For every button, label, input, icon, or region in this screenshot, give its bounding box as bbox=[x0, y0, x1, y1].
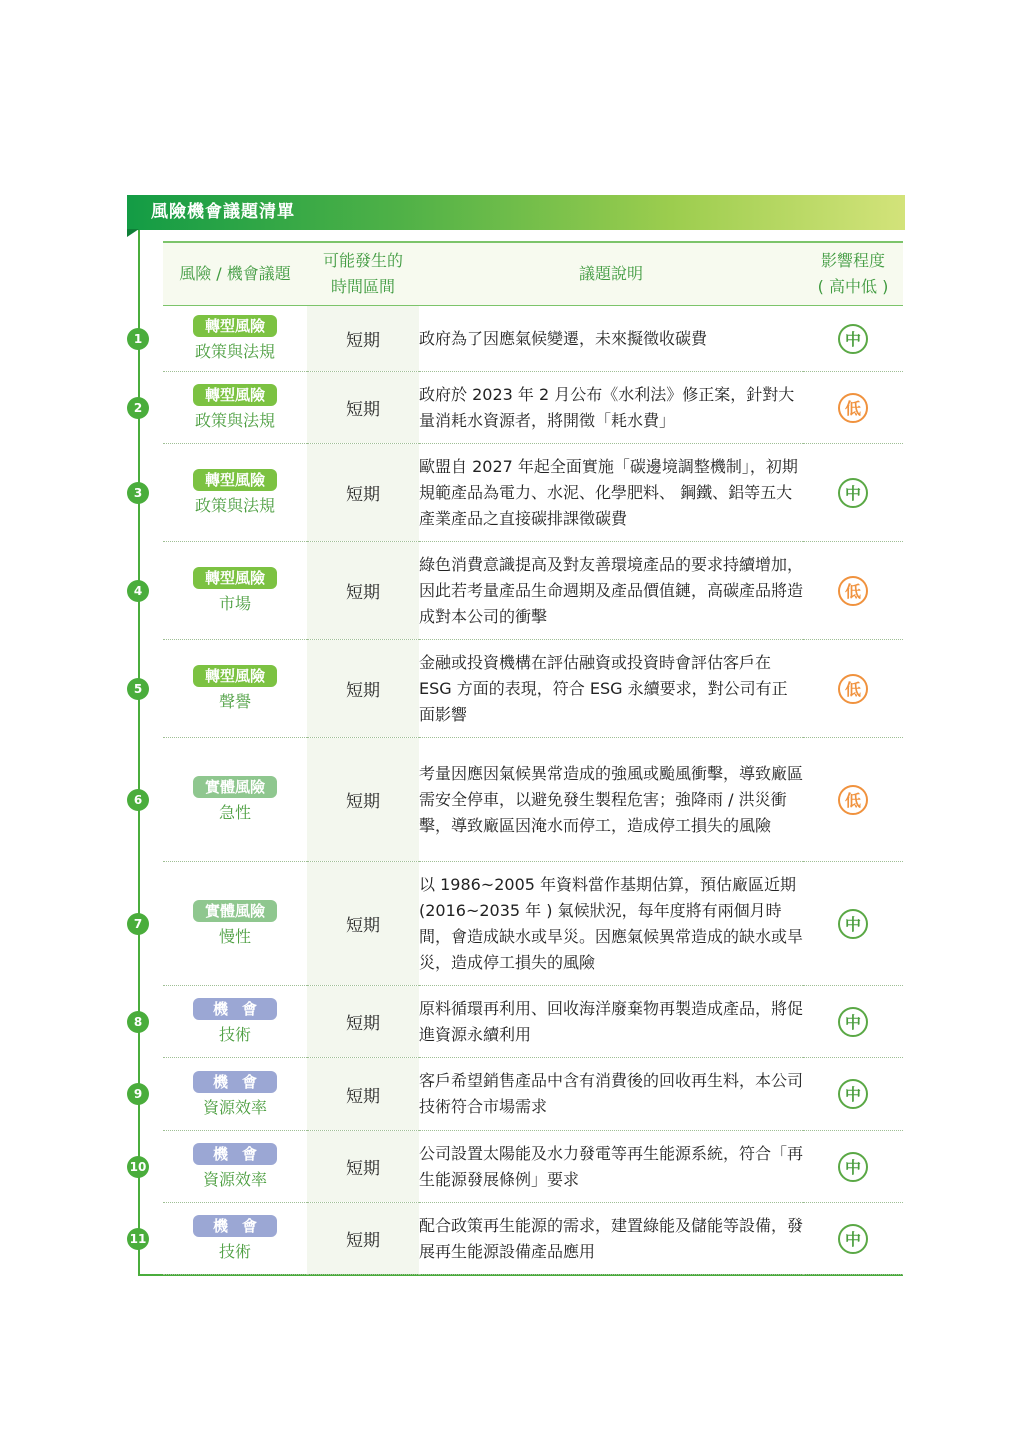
description-text: 客戶希望銷售產品中含有消費後的回收再生料，本公司技術符合市場需求 bbox=[419, 1071, 804, 1116]
period-cell bbox=[307, 1058, 419, 1131]
topic-cell bbox=[129, 1203, 307, 1275]
category-badge: 實體風險 bbox=[193, 900, 277, 922]
impact-cell bbox=[803, 1058, 903, 1131]
period-value: 短期 bbox=[346, 400, 380, 420]
impact-cell bbox=[803, 1131, 903, 1203]
subcategory-label: 政策與法規 bbox=[194, 496, 275, 515]
subcategory-label: 聲譽 bbox=[218, 692, 251, 711]
impact-level-badge: 中 bbox=[838, 1079, 868, 1109]
timeline-line bbox=[138, 230, 140, 1276]
category-badge: 實體風險 bbox=[193, 776, 277, 798]
period-cell bbox=[307, 542, 419, 640]
period-cell bbox=[307, 862, 419, 986]
description-cell bbox=[419, 1131, 803, 1203]
table-row bbox=[163, 640, 903, 738]
description-text: 金融或投資機構在評估融資或投資時會評估客戶在 ESG 方面的表現，符合 ESG 永續要求，對公司有正面影響 bbox=[419, 652, 788, 724]
impact-level-badge: 中 bbox=[838, 324, 868, 354]
table-row bbox=[163, 1131, 903, 1203]
period-value: 短期 bbox=[346, 1086, 380, 1107]
section-title-bar bbox=[127, 195, 905, 230]
impact-cell bbox=[803, 1203, 903, 1275]
impact-cell bbox=[803, 862, 903, 986]
description-text: 配合政策再生能源的需求，建置綠能及儲能等設備，發展再生能源設備產品應用 bbox=[419, 1215, 804, 1261]
topic-cell bbox=[129, 1131, 307, 1203]
subcategory-label: 資源效率 bbox=[202, 1097, 267, 1117]
subcategory-label: 資源效率 bbox=[202, 1170, 267, 1189]
description-text: 以 1986~2005 年資料當作基期估算，預估廠區近期 (2016~2035 年 ) 氣候狀況，每年度將有兩個月時間，會造成缺水或旱災。因應氣候異常造成的缺水或旱災，造成停工損失的風險 bbox=[419, 874, 804, 972]
category-badge: 轉型風險 bbox=[193, 315, 277, 337]
table-row bbox=[163, 986, 903, 1058]
description-cell bbox=[419, 640, 803, 738]
description-text: 綠色消費意識提高及對友善環境產品的要求持續增加，因此若考量產品生命週期及產品價值鏈，高碳產品將造成對本公司的衝擊 bbox=[419, 554, 804, 626]
table-row bbox=[163, 738, 903, 862]
impact-cell bbox=[803, 306, 903, 372]
topic-cell bbox=[133, 444, 307, 542]
impact-cell bbox=[803, 542, 903, 640]
period-value: 短期 bbox=[346, 1159, 380, 1179]
row-number-badge: 8 bbox=[127, 1011, 149, 1033]
description-text: 歐盟自 2027 年起全面實施「碳邊境調整機制」，初期規範產品為電力、水泥、化學肥料、 鋼鐵、鋁等五大產業產品之直接碳排課徵碳費 bbox=[419, 456, 798, 528]
category-badge: 轉型風險 bbox=[193, 665, 277, 687]
subcategory-label: 急性 bbox=[218, 803, 251, 822]
table-row bbox=[163, 1203, 903, 1275]
period-cell bbox=[307, 444, 419, 542]
description-cell bbox=[419, 444, 803, 542]
impact-cell bbox=[803, 640, 903, 738]
description-cell bbox=[419, 542, 803, 640]
row-number-badge: 5 bbox=[127, 678, 149, 700]
impact-cell bbox=[803, 372, 903, 444]
period-cell bbox=[307, 306, 419, 372]
subcategory-label: 技術 bbox=[218, 1025, 251, 1044]
subcategory-label: 市場 bbox=[218, 594, 251, 613]
topic-cell bbox=[133, 640, 307, 738]
header-period: 可能發生的 時間區間 bbox=[307, 242, 419, 306]
period-cell bbox=[307, 1203, 419, 1275]
description-text: 政府為了因應氣候變遷，未來擬徵收碳費 bbox=[419, 328, 708, 348]
impact-level-badge: 低 bbox=[838, 393, 868, 423]
section-title: 風險機會議題清單 bbox=[151, 202, 295, 222]
topic-cell bbox=[133, 372, 307, 444]
impact-level-badge: 低 bbox=[838, 674, 868, 704]
description-cell bbox=[419, 1203, 803, 1275]
impact-level-badge: 中 bbox=[838, 1152, 868, 1182]
impact-level-badge: 中 bbox=[838, 1224, 868, 1254]
table-row bbox=[163, 542, 903, 640]
period-cell bbox=[307, 1131, 419, 1203]
row-number-badge: 6 bbox=[127, 789, 149, 811]
impact-level-badge: 中 bbox=[838, 478, 868, 508]
row-number-badge: 1 bbox=[127, 328, 149, 350]
description-text: 考量因應因氣候異常造成的強風或颱風衝擊，導致廠區需安全停車，以避免發生製程危害；強降雨 / 洪災衝擊，導致廠區因淹水而停工，造成停工損失的風險 bbox=[419, 763, 804, 835]
risk-opportunity-table bbox=[129, 241, 903, 1275]
period-value: 短期 bbox=[346, 331, 380, 351]
description-text: 原料循環再利用、回收海洋廢棄物再製造成產品，將促進資源永續利用 bbox=[419, 998, 804, 1044]
description-cell bbox=[419, 372, 803, 444]
period-value: 短期 bbox=[346, 1231, 380, 1251]
description-cell bbox=[419, 306, 803, 372]
impact-cell bbox=[803, 444, 903, 542]
category-badge: 機會 bbox=[193, 1071, 277, 1093]
impact-level-badge: 中 bbox=[838, 1007, 868, 1037]
period-cell bbox=[307, 986, 419, 1058]
impact-level-badge: 低 bbox=[838, 785, 868, 815]
subcategory-label: 技術 bbox=[218, 1242, 251, 1261]
subcategory-label: 政策與法規 bbox=[194, 342, 275, 361]
topic-cell bbox=[133, 542, 307, 640]
subcategory-label: 慢性 bbox=[218, 927, 251, 946]
category-badge: 轉型風險 bbox=[193, 567, 277, 589]
category-badge: 機會 bbox=[193, 998, 277, 1020]
row-number-badge: 9 bbox=[127, 1083, 149, 1105]
topic-cell bbox=[133, 862, 307, 986]
period-value: 短期 bbox=[346, 583, 380, 603]
period-cell bbox=[307, 640, 419, 738]
impact-cell bbox=[803, 738, 903, 862]
table-row bbox=[163, 862, 903, 986]
impact-level-badge: 低 bbox=[838, 576, 868, 606]
table-row bbox=[163, 1058, 903, 1131]
category-badge: 機會 bbox=[193, 1215, 277, 1237]
topic-cell bbox=[133, 738, 307, 862]
period-value: 短期 bbox=[346, 681, 380, 701]
header-description: 議題說明 bbox=[419, 242, 803, 306]
row-number-badge: 3 bbox=[127, 482, 149, 504]
impact-cell bbox=[803, 986, 903, 1058]
period-value: 短期 bbox=[346, 485, 380, 505]
description-cell bbox=[419, 738, 803, 862]
period-cell bbox=[307, 738, 419, 862]
subcategory-label: 政策與法規 bbox=[194, 411, 275, 430]
table-row bbox=[163, 372, 903, 444]
table-row bbox=[163, 306, 903, 372]
description-cell bbox=[419, 862, 803, 986]
topic-cell bbox=[133, 986, 307, 1058]
table-row bbox=[163, 444, 903, 542]
category-badge: 轉型風險 bbox=[193, 469, 277, 491]
description-text: 政府於 2023 年 2 月公布《水利法》修正案，針對大量消耗水資源者，將開徵「耗水費」 bbox=[419, 384, 795, 430]
period-value: 短期 bbox=[346, 1014, 380, 1034]
header-topic: 風險 / 機會議題 bbox=[163, 242, 307, 306]
header-impact: 影響程度 ( 高中低 ) bbox=[803, 242, 903, 306]
description-text: 公司設置太陽能及水力發電等再生能源系統，符合「再生能源發展條例」要求 bbox=[419, 1143, 804, 1189]
table-header-row bbox=[163, 242, 903, 306]
row-number-badge: 2 bbox=[127, 397, 149, 419]
category-badge: 機會 bbox=[193, 1143, 277, 1165]
period-cell bbox=[307, 372, 419, 444]
impact-level-badge: 中 bbox=[838, 909, 868, 939]
period-value: 短期 bbox=[346, 916, 380, 936]
row-number-badge: 4 bbox=[127, 580, 149, 602]
period-value: 短期 bbox=[346, 792, 380, 812]
topic-cell bbox=[133, 1058, 307, 1131]
topic-cell bbox=[133, 306, 307, 372]
description-cell bbox=[419, 986, 803, 1058]
row-number-badge: 7 bbox=[127, 913, 149, 935]
row-number-badge: 10 bbox=[127, 1156, 149, 1178]
description-cell bbox=[419, 1058, 803, 1131]
category-badge: 轉型風險 bbox=[193, 384, 277, 406]
row-number-badge: 11 bbox=[127, 1228, 149, 1250]
